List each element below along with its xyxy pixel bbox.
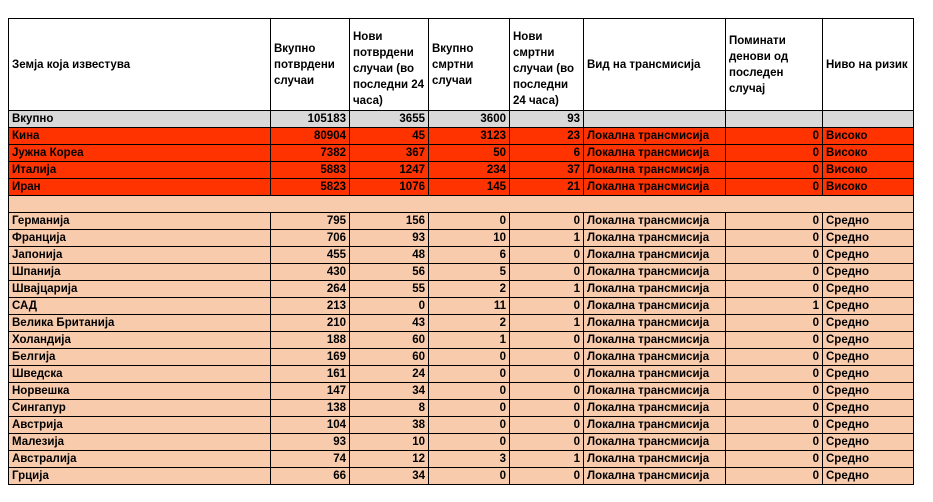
cell-transmission: Локална трансмисија [584,281,726,298]
cell-new-deaths: 0 [510,213,584,230]
cell-transmission: Локална трансмисија [584,383,726,400]
table-body [9,111,914,485]
table-row [9,383,914,400]
cell-risk: Средно [823,264,914,281]
cell-transmission: Локална трансмисија [584,128,726,145]
cell-confirmed: 169 [271,349,350,366]
cell-deaths: 2 [429,315,510,332]
cell-confirmed: 161 [271,366,350,383]
cell-deaths: 50 [429,145,510,162]
cell-days: 0 [726,315,823,332]
cell-deaths: 11 [429,298,510,315]
cell-deaths: 0 [429,417,510,434]
cell-deaths: 0 [429,383,510,400]
cell-new-deaths: 0 [510,366,584,383]
header-days-since-last: Поминати денови од последен случај [726,19,823,111]
cell-risk: Средно [823,468,914,485]
cell-new-deaths: 0 [510,298,584,315]
table-row [9,400,914,417]
total-days [726,111,823,128]
cell-country: Италија [9,162,271,179]
cell-new-deaths: 0 [510,468,584,485]
cell-new-deaths: 21 [510,179,584,196]
cell-confirmed: 5883 [271,162,350,179]
cell-transmission: Локална трансмисија [584,179,726,196]
cell-new-confirmed: 45 [350,128,429,145]
cell-risk: Високо [823,128,914,145]
cell-deaths: 10 [429,230,510,247]
cell-days: 0 [726,417,823,434]
cell-confirmed: 7382 [271,145,350,162]
cell-days: 0 [726,162,823,179]
cell-new-deaths: 37 [510,162,584,179]
header-new-deaths: Нови смртни случаи (во последни 24 часа) [510,19,584,111]
cell-transmission: Локална трансмисија [584,145,726,162]
header-total-confirmed: Вкупно потврдени случаи [271,19,350,111]
cell-transmission: Локална трансмисија [584,162,726,179]
cell-days: 0 [726,230,823,247]
header-transmission: Вид на трансмисија [584,19,726,111]
cell-transmission: Локална трансмисија [584,400,726,417]
cell-new-confirmed: 367 [350,145,429,162]
cell-new-deaths: 0 [510,264,584,281]
cell-deaths: 3123 [429,128,510,145]
table-row [9,349,914,366]
cell-risk: Високо [823,179,914,196]
cell-country: Јужна Кореа [9,145,271,162]
total-transmission [584,111,726,128]
cell-transmission: Локална трансмисија [584,451,726,468]
cell-new-deaths: 0 [510,247,584,264]
cell-transmission: Локална трансмисија [584,366,726,383]
cell-country: Кина [9,128,271,145]
table-row [9,468,914,485]
cell-confirmed: 430 [271,264,350,281]
cell-days: 0 [726,179,823,196]
cell-new-deaths: 1 [510,315,584,332]
total-row [9,111,914,128]
cell-confirmed: 66 [271,468,350,485]
cell-confirmed: 213 [271,298,350,315]
cell-deaths: 6 [429,247,510,264]
cell-new-confirmed: 10 [350,434,429,451]
cell-deaths: 0 [429,349,510,366]
cell-risk: Високо [823,162,914,179]
cell-transmission: Локална трансмисија [584,315,726,332]
cell-deaths: 2 [429,281,510,298]
cell-confirmed: 74 [271,451,350,468]
cell-transmission: Локална трансмисија [584,264,726,281]
cell-confirmed: 210 [271,315,350,332]
total-deaths: 3600 [429,111,510,128]
cell-new-deaths: 0 [510,383,584,400]
cell-country: Грција [9,468,271,485]
cell-new-confirmed: 60 [350,332,429,349]
cell-days: 1 [726,298,823,315]
table-row [9,179,914,196]
total-new-confirmed: 3655 [350,111,429,128]
cell-country: Белгија [9,349,271,366]
cell-new-deaths: 0 [510,332,584,349]
cell-confirmed: 455 [271,247,350,264]
spreadsheet-table [8,18,914,485]
cell-risk: Средно [823,366,914,383]
cell-confirmed: 138 [271,400,350,417]
cell-confirmed: 147 [271,383,350,400]
cell-country: Австралија [9,451,271,468]
table-row [9,128,914,145]
cell-deaths: 145 [429,179,510,196]
cell-days: 0 [726,383,823,400]
total-label: Вкупно [9,111,271,128]
cell-new-deaths: 1 [510,230,584,247]
cell-transmission: Локална трансмисија [584,230,726,247]
cell-new-confirmed: 0 [350,298,429,315]
table-row [9,315,914,332]
cell-risk: Средно [823,349,914,366]
cell-new-deaths: 1 [510,451,584,468]
group-separator [9,196,914,213]
cell-days: 0 [726,213,823,230]
cell-new-confirmed: 1247 [350,162,429,179]
cell-country: Иран [9,179,271,196]
cell-confirmed: 706 [271,230,350,247]
cell-country: Јапонија [9,247,271,264]
cell-risk: Средно [823,451,914,468]
cell-confirmed: 5823 [271,179,350,196]
cell-new-confirmed: 156 [350,213,429,230]
table-row [9,230,914,247]
cell-deaths: 0 [429,213,510,230]
cell-risk: Средно [823,332,914,349]
cell-deaths: 0 [429,434,510,451]
cell-transmission: Локална трансмисија [584,468,726,485]
cell-transmission: Локална трансмисија [584,417,726,434]
cell-new-confirmed: 56 [350,264,429,281]
cell-new-confirmed: 43 [350,315,429,332]
total-risk [823,111,914,128]
table-row [9,417,914,434]
table-row [9,145,914,162]
cell-country: Малезија [9,434,271,451]
cell-new-deaths: 6 [510,145,584,162]
cell-new-confirmed: 1076 [350,179,429,196]
cell-new-deaths: 23 [510,128,584,145]
cell-risk: Средно [823,247,914,264]
cell-deaths: 5 [429,264,510,281]
cell-new-confirmed: 55 [350,281,429,298]
cell-new-confirmed: 34 [350,383,429,400]
cell-new-confirmed: 60 [350,349,429,366]
cell-transmission: Локална трансмисија [584,434,726,451]
table-row [9,298,914,315]
cell-confirmed: 104 [271,417,350,434]
cell-risk: Средно [823,400,914,417]
cell-confirmed: 264 [271,281,350,298]
cell-confirmed: 80904 [271,128,350,145]
header-total-deaths: Вкупно смртни случаи [429,19,510,111]
cell-deaths: 0 [429,366,510,383]
cell-country: Норвешка [9,383,271,400]
cell-country: Сингапур [9,400,271,417]
cell-new-deaths: 0 [510,349,584,366]
cell-country: Австрија [9,417,271,434]
cell-confirmed: 188 [271,332,350,349]
cell-country: Шведска [9,366,271,383]
cell-transmission: Локална трансмисија [584,332,726,349]
header-risk-level: Ниво на ризик [823,19,914,111]
cell-risk: Средно [823,434,914,451]
cell-risk: Средно [823,230,914,247]
cell-risk: Високо [823,145,914,162]
header-row [9,19,914,111]
table-row [9,434,914,451]
cell-risk: Средно [823,417,914,434]
cell-days: 0 [726,247,823,264]
cell-risk: Средно [823,213,914,230]
cell-days: 0 [726,145,823,162]
table-row [9,281,914,298]
cell-days: 0 [726,264,823,281]
table-row [9,451,914,468]
cell-risk: Средно [823,281,914,298]
cell-days: 0 [726,128,823,145]
cell-country: Велика Британија [9,315,271,332]
cell-new-deaths: 0 [510,400,584,417]
total-confirmed: 105183 [271,111,350,128]
cell-confirmed: 795 [271,213,350,230]
cell-risk: Средно [823,315,914,332]
cell-new-confirmed: 8 [350,400,429,417]
cell-new-deaths: 0 [510,417,584,434]
cell-country: Холандија [9,332,271,349]
cell-transmission: Локална трансмисија [584,298,726,315]
cell-new-confirmed: 12 [350,451,429,468]
cell-deaths: 234 [429,162,510,179]
cell-days: 0 [726,332,823,349]
cell-new-confirmed: 34 [350,468,429,485]
cell-days: 0 [726,400,823,417]
cell-new-confirmed: 24 [350,366,429,383]
header-new-confirmed: Нови потврдени случаи (во последни 24 часа) [350,19,429,111]
cell-days: 0 [726,349,823,366]
cell-transmission: Локална трансмисија [584,349,726,366]
cell-new-deaths: 0 [510,434,584,451]
header-country: Земја која известува [9,19,271,111]
cell-deaths: 0 [429,468,510,485]
cell-days: 0 [726,434,823,451]
cell-days: 0 [726,366,823,383]
separator-cell [9,196,914,213]
cell-country: Шпанија [9,264,271,281]
table-row [9,366,914,383]
cell-risk: Средно [823,298,914,315]
cell-country: Франција [9,230,271,247]
table-row [9,162,914,179]
cell-new-confirmed: 48 [350,247,429,264]
cell-transmission: Локална трансмисија [584,247,726,264]
cell-new-confirmed: 38 [350,417,429,434]
cell-confirmed: 93 [271,434,350,451]
table-row [9,247,914,264]
total-new-deaths: 93 [510,111,584,128]
cell-country: Швајцарија [9,281,271,298]
table-row [9,213,914,230]
cell-country: Германија [9,213,271,230]
cell-deaths: 3 [429,451,510,468]
cell-transmission: Локална трансмисија [584,213,726,230]
table-row [9,264,914,281]
cell-country: САД [9,298,271,315]
cell-days: 0 [726,281,823,298]
cell-deaths: 0 [429,400,510,417]
cell-risk: Средно [823,383,914,400]
table-row [9,332,914,349]
cell-new-deaths: 1 [510,281,584,298]
cell-new-confirmed: 93 [350,230,429,247]
cell-deaths: 1 [429,332,510,349]
cell-days: 0 [726,451,823,468]
cell-days: 0 [726,468,823,485]
